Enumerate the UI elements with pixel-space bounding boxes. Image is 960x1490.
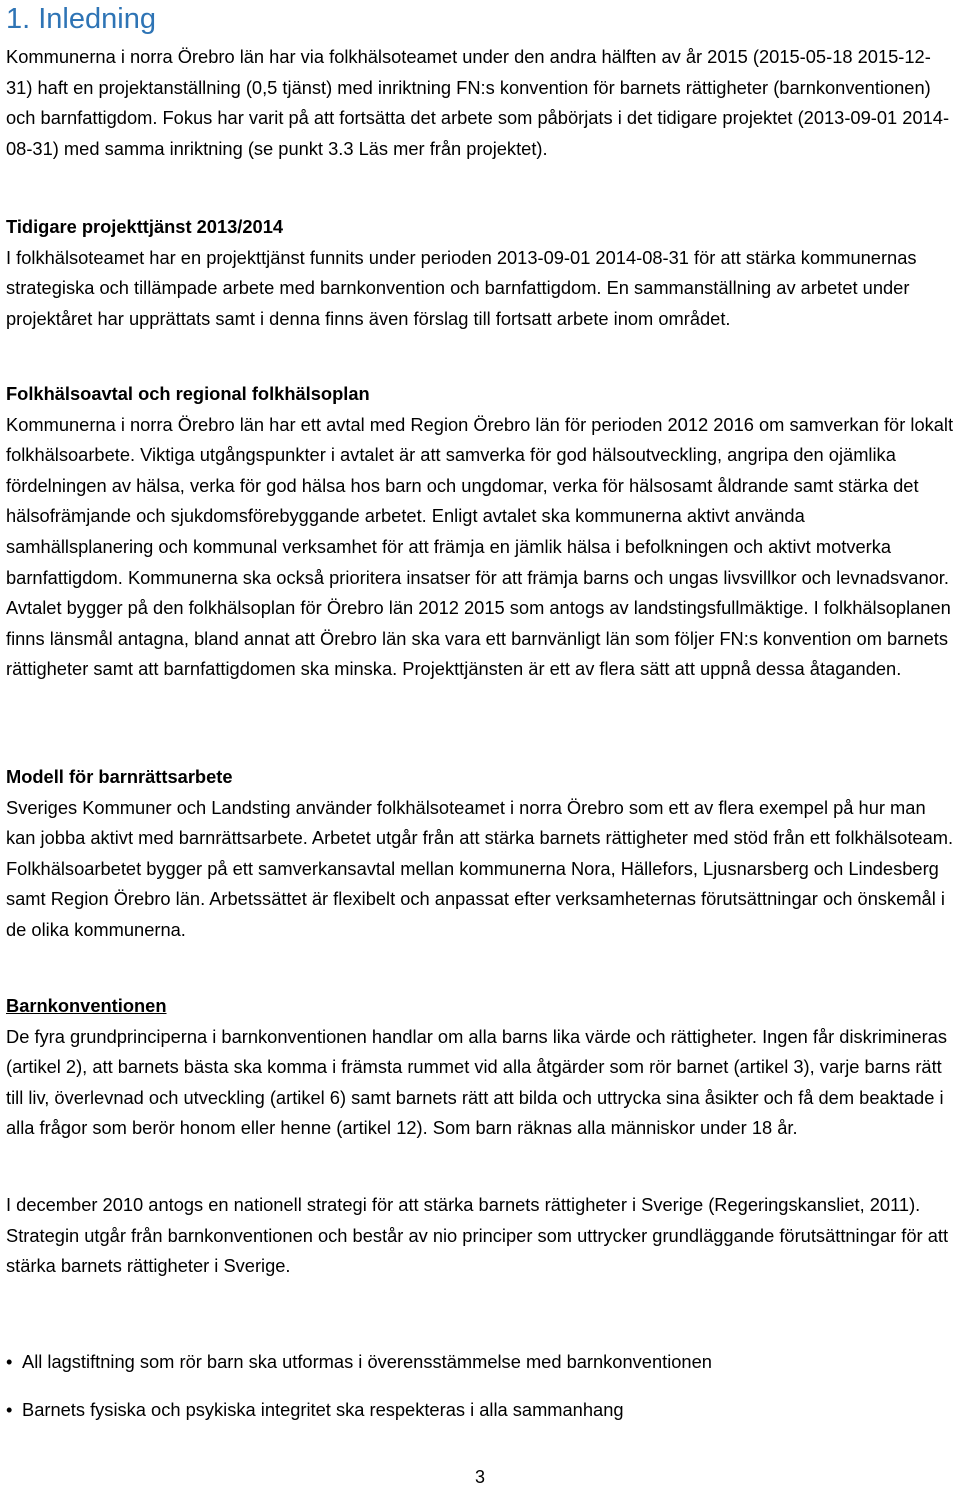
agreement-heading: Folkhälsoavtal och regional folkhälsoplan (6, 383, 370, 404)
model-heading: Modell för barnrättsarbete (6, 766, 233, 787)
model-section (6, 762, 956, 946)
previous-project-heading: Tidigare projekttjänst 2013/2014 (6, 216, 284, 237)
principle-item: • All lagstiftning som rör barn ska utformas i överensstämmelse med barnkonventionen (6, 1347, 956, 1377)
model-paragraph: Sveriges Kommuner och Landsting använder folkhälsoteamet i norra Örebro som ett av flera exempel på hur man kan jobba aktivt med barnrättsarbete. Arbetet utgår från att stärka barnets rättigheter med stöd från ett folkhälsoteam. Folkhälsoarbetet bygger på ett samverkansavtal mellan kommunerna Nora, Hällefors, Ljusnarsberg och Lindesberg samt Region Örebro län. Arbetssättet är flexibelt och anpassat efter verksamheternas förutsättningar och önskemål i de olika kommunerna. (6, 796, 954, 940)
page-number: 3 (474, 1467, 485, 1487)
section-title: 1. Inledning (6, 3, 156, 35)
agreement-paragraph: Kommunerna i norra Örebro län har ett avtal med Region Örebro län för perioden 2012 2016 om samverkan för lokalt folkhälsoarbete. Viktiga utgångspunkter i avtalet är att samverka för god hälsoutveckling, angripa den ojämlika fördelningen av hälsa, verka för god hälsa hos barn och ungdomar, verka för hälsosamt åldrande samt stärka det hälsofrämjande och sjukdomsförebyggande arbetet. Enligt avtalet ska kommunerna aktivt använda samhällsplanering och kommunal verksamhet för att främja en jämlik hälsa i befolkningen och aktivt motverka barnfattigdom. Kommunerna ska också prioritera insatser för att främja barns och ungas livsvillkor och levnadsvanor. Avtalet bygger på den folkhälsoplan för Örebro län 2012 2015 som antogs av landstingsfullmäktige. I folkhälsoplanen finns länsmål antagna, bland annat att Örebro län ska vara ett barnvänligt län som följer FN:s konvention om barnets rättigheter samt att barnfattigdomen ska minska. Projekttjänsten är ett av flera sätt att uppnå dessa åtaganden. (6, 413, 954, 680)
agreement-section (6, 379, 956, 685)
principle-item: • Barnets fysiska och psykiska integritet ska respekteras i alla sammanhang (6, 1395, 956, 1425)
convention-paragraph: De fyra grundprinciperna i barnkonventionen handlar om alla barns lika värde och rättigheter. Ingen får diskrimineras (artikel 2), att barnets bästa ska komma i främsta rummet vid alla åtgärder som rör barnet (artikel 3), varje barns rätt till liv, överlevnad och utveckling (artikel 6) samt barnets rätt att bilda och uttrycka sina åsikter och få dem beaktade i alla frågor som berör honom eller henne (artikel 12). Som barn räknas alla människor under 18 år. (6, 1025, 947, 1139)
strategy-section (6, 1190, 956, 1282)
strategy-paragraph: I december 2010 antogs en nationell strategi för att stärka barnets rättigheter i Sverige (Regeringskansliet, 2011). Strategin utgår från barnkonventionen och består av nio principer som uttrycker grundläggande förutsättningar för att stärka barnets rättigheter i Sverige. (6, 1194, 949, 1277)
previous-project-paragraph: I folkhälsoteamet har en projekttjänst funnits under perioden 2013-09-01 2014-08-31 för att stärka kommunernas strategiska och tillämpade arbete med barnkonvention och barnfattigdom. En sammanställning av arbetet under projektåret har upprättats samt i denna finns även förslag till fortsatt arbete inom området. (6, 246, 917, 329)
previous-project-section (6, 212, 956, 334)
intro-section (6, 42, 956, 164)
intro-paragraph: Kommunerna i norra Örebro län har via folkhälsoteamet under den andra hälften av år 2015 (2015-05-18 2015-12-31) haft en projektanställning (0,5 tjänst) med inriktning FN:s konvention för barnets rättigheter (barnkonventionen) och barnfattigdom. Fokus har varit på att fortsätta det arbete som påbörjats i det tidigare projektet (2013-09-01 2014-08-31) med samma inriktning (se punkt 3.3 Läs mer från projektet). (6, 46, 950, 159)
convention-section (6, 991, 956, 1144)
principles-list (6, 1347, 956, 1425)
convention-heading: Barnkonventionen (6, 995, 167, 1016)
